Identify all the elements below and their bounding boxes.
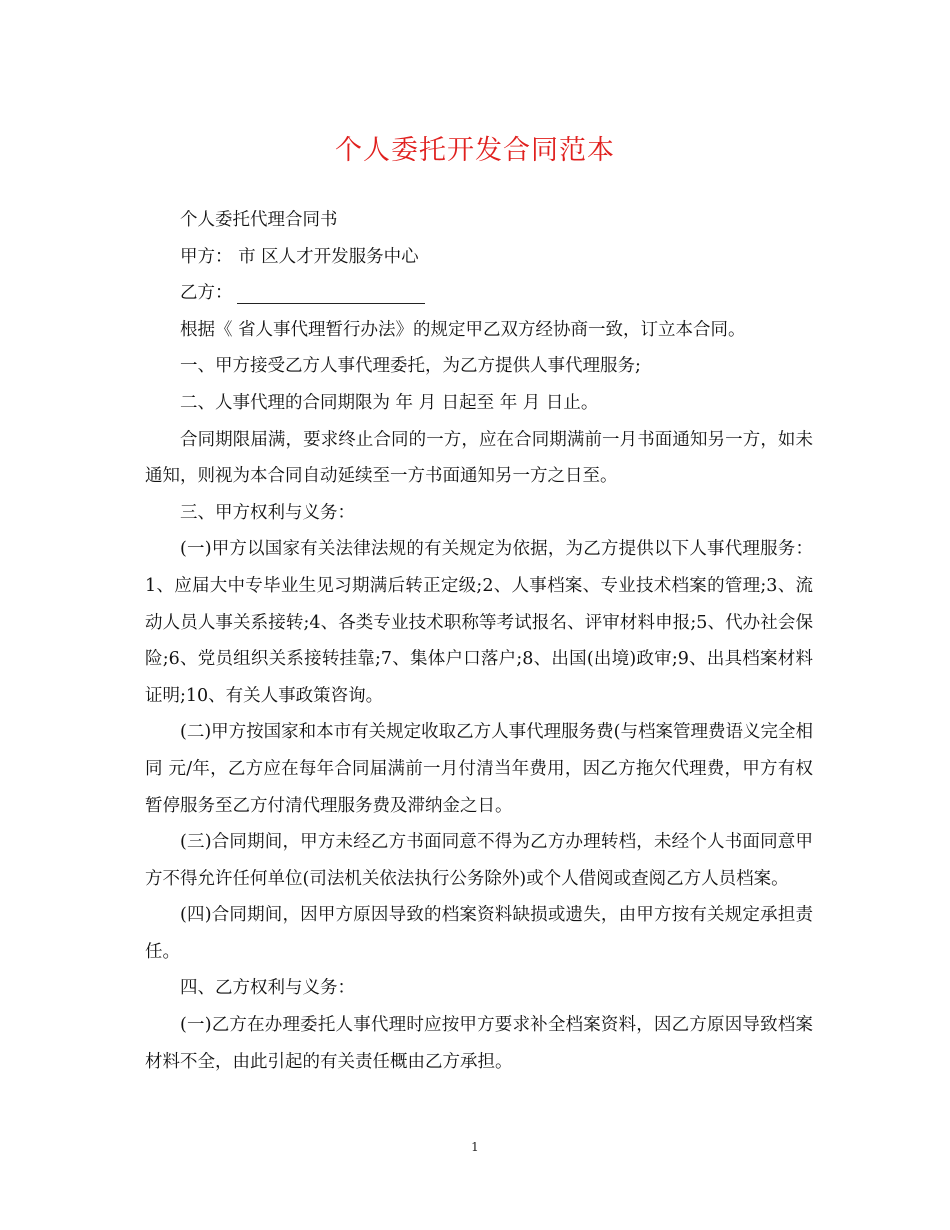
paragraph: 合同期限届满，要求终止合同的一方，应在合同期满前一月书面通知另一方，如未通知，则视为本合同自动延续至一方书面通知另一方之日至。 xyxy=(145,429,813,487)
paragraph: 二、人事代理的合同期限为 年 月 日起至 年 月 日止。 xyxy=(180,392,599,413)
party-b-line xyxy=(145,275,813,312)
paragraph: (一)乙方在办理委托人事代理时应按甲方要求补全档案资料，因乙方原因导致档案材料不全，由此引起的有关责任概由乙方承担。 xyxy=(145,1015,813,1072)
document-title: 个人委托开发合同范本 xyxy=(335,135,615,166)
section-heading: 四、乙方权利与义务： xyxy=(180,978,355,999)
party-b-label: 乙方： xyxy=(180,283,233,304)
paragraph: 一、甲方接受乙方人事代理委托，为乙方提供人事代理服务; xyxy=(180,356,641,377)
paragraph: (四)合同期间，因甲方原因导致的档案资料缺损或遗失，由甲方按有关规定承担责任。 xyxy=(145,905,813,962)
paragraph: 根据《 省人事代理暂行办法》的规定甲乙双方经协商一致，订立本合同。 xyxy=(180,319,746,340)
party-a-line: 甲方： 市 区人才开发服务中心 xyxy=(180,246,419,267)
page-number: 1 xyxy=(471,1140,479,1154)
party-b-blank-line xyxy=(237,283,425,304)
document-body xyxy=(145,202,813,1080)
section-heading: 三、甲方权利与义务： xyxy=(180,502,355,523)
paragraph: 个人委托代理合同书 xyxy=(180,210,338,230)
paragraph: (一)甲方以国家有关法律法规的有关规定为依据，为乙方提供以下人事代理服务：1、应届大中专毕业生见习期满后转正定级;2、人事档案、专业技术档案的管理;3、流动人员人事关系接转;4、各类专业技术职称等考试报名、评审材料申报;5、代办社会保险;6、党员组织关系接转挂靠;7、集体户口落户;8、出国(出境)政审;9、出具档案材料证明;10、有关人事政策咨询。 xyxy=(145,539,813,706)
paragraph: (二)甲方按国家和本市有关规定收取乙方人事代理服务费(与档案管理费语义完全相同 元/年，乙方应在每年合同届满前一月付清当年费用，因乙方拖欠代理费，甲方有权暂停服务至乙方付清代理服务费及滞纳金之日。 xyxy=(145,722,813,816)
paragraph: (三)合同期间，甲方未经乙方书面同意不得为乙方办理转档，未经个人书面同意甲方不得允许任何单位(司法机关依法执行公务除外)或个人借阅或查阅乙方人员档案。 xyxy=(145,832,813,889)
